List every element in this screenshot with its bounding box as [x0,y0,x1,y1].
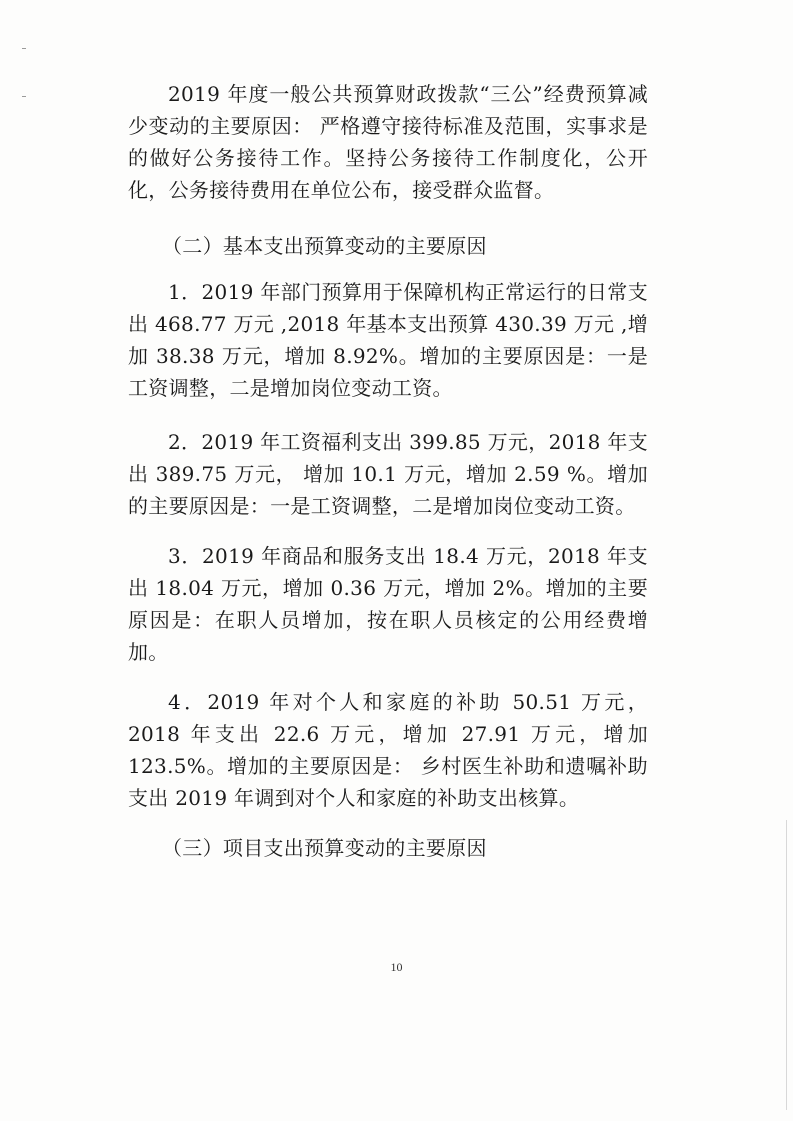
paragraph-item-1: 1．2019 年部门预算用于保障机构正常运行的日常支出 468.77 万元 ,2018 年基本支出预算 430.39 万元 ,增加 38.38 万元，增加 8.92%。增加的主要原因是：一是工资调整，二是增加岗位变动工资。 [128,280,648,400]
scan-mark [22,96,26,97]
heading-basic-expenditure: （二）基本支出预算变动的主要原因 [162,234,487,258]
scan-mark [22,48,26,49]
page-number: 10 [390,960,403,974]
paragraph-item-3: 3．2019 年商品和服务支出 18.4 万元，2018 年支出 18.04 万元，增加 0.36 万元，增加 2%。增加的主要原因是：在职人员增加，按在职人员核定的公用经费增加。 [128,544,648,664]
document-body [128,78,648,864]
paragraph-sangong-expense: 2019 年度一般公共预算财政拨款“三公”经费预算减少变动的主要原因： 严格遵守接待标准及范围，实事求是的做好公务接待工作。坚持公务接待工作制度化，公开化，公务接待费用在单位公布，接受群众监督。 [128,82,648,202]
paragraph-item-4: 4．2019 年对个人和家庭的补助 50.51 万元，2018 年支出 22.6 万元，增加 27.91 万元，增加 123.5%。增加的主要原因是： 乡村医生补助和遗嘱补助支出 2019 年调到对个人和家庭的补助支出核算。 [128,690,648,810]
paragraph-item-2: 2．2019 年工资福利支出 399.85 万元，2018 年支出 389.75 万元， 增加 10.1 万元，增加 2.59 %。增加的主要原因是：一是工资调整，二是增加岗位变动工资。 [128,430,648,518]
heading-project-expenditure: （三）项目支出预算变动的主要原因 [162,836,487,860]
